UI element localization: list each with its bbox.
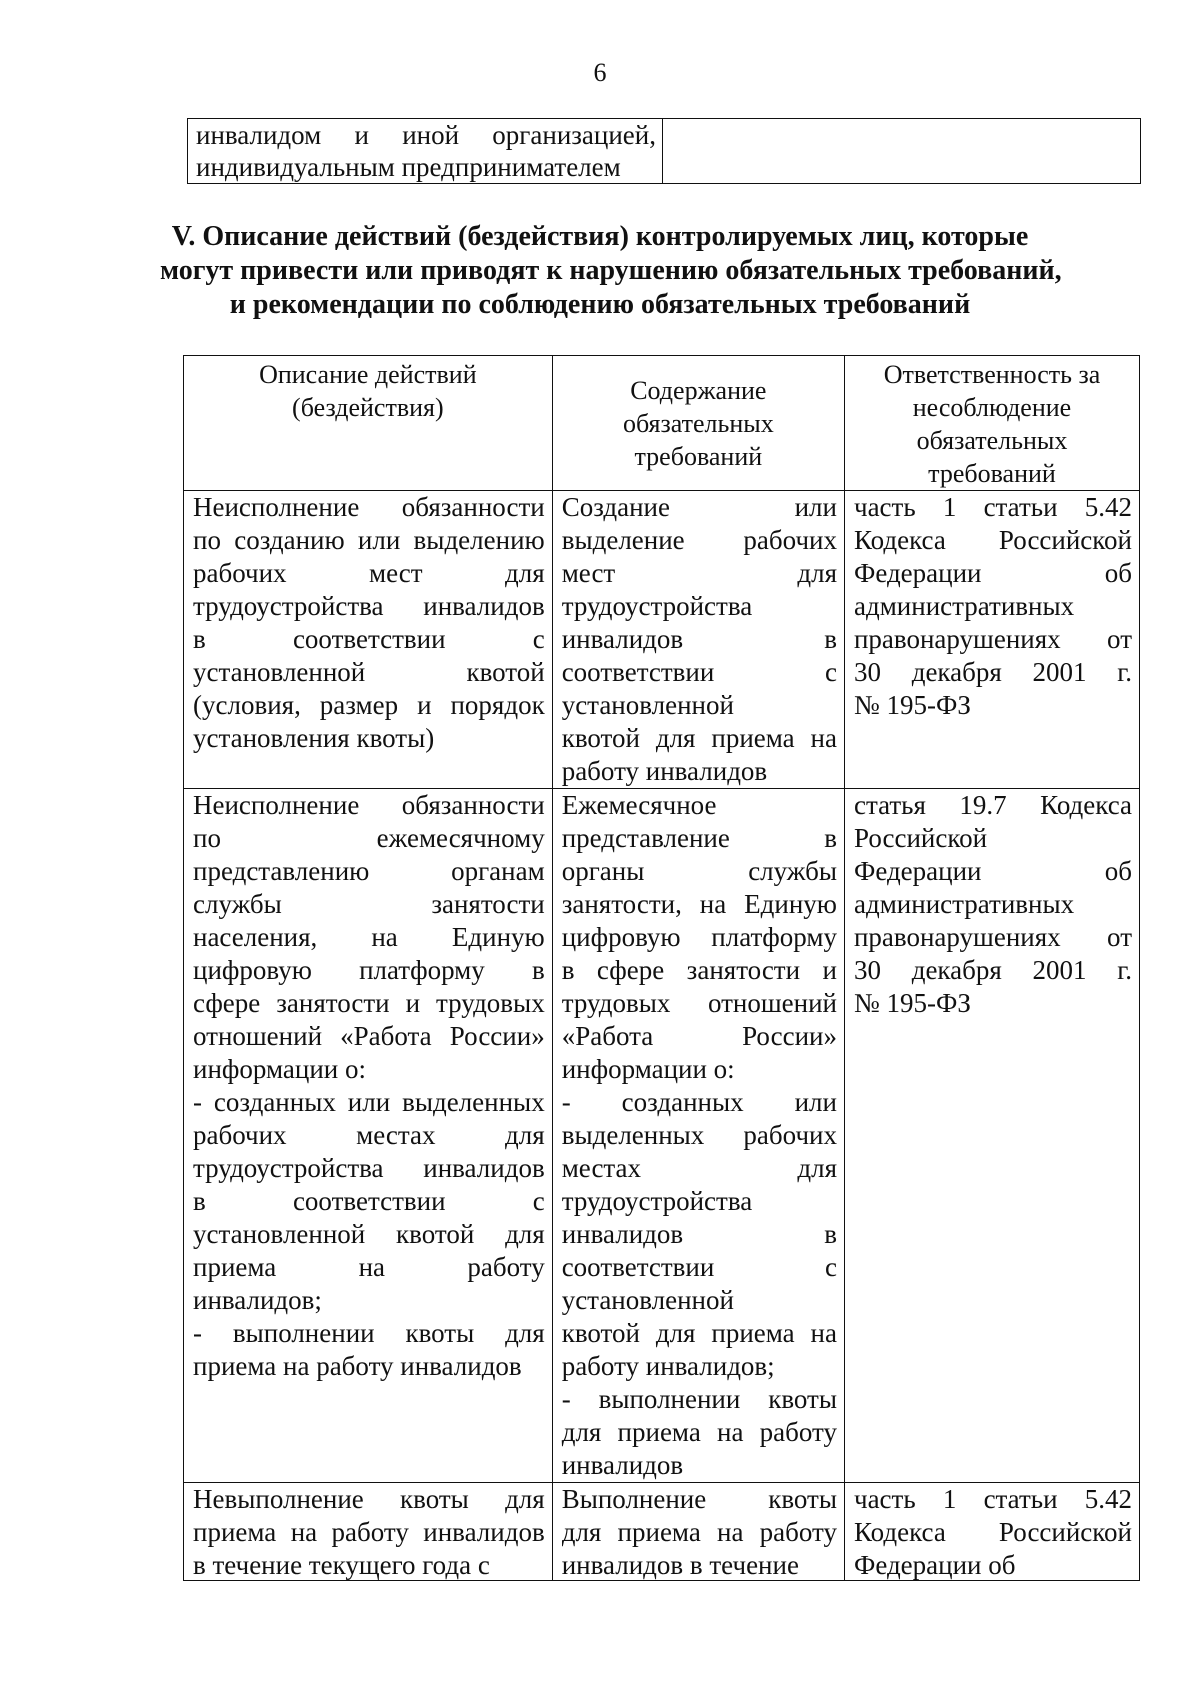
text-line: сфере занятости и трудовых <box>193 988 545 1018</box>
table-row <box>188 119 1141 184</box>
text-line: Выполнение квоты <box>561 1484 837 1514</box>
text-line: 30 декабря 2001 г. <box>853 955 1132 985</box>
text-line: Невыполнение квоты для <box>193 1484 545 1514</box>
continuation-cell-empty <box>663 119 1141 184</box>
row-description-cell <box>184 491 553 789</box>
text-line: органы службы <box>561 856 837 886</box>
table-header-row <box>184 356 1140 491</box>
text-line: Неисполнение обязанности <box>193 492 545 522</box>
text-line: инвалидов в течение <box>561 1550 799 1580</box>
header-line: (бездействия) <box>292 393 444 422</box>
text-line: в сфере занятости и <box>561 955 837 985</box>
header-line: требований <box>634 441 763 471</box>
row-description-cell <box>184 789 553 1483</box>
text-line: - выполнении квоты <box>561 1384 837 1414</box>
text-line: выделение рабочих <box>561 525 837 555</box>
text-line: трудоустройства <box>561 591 753 621</box>
text-line: (условия, размер и порядок <box>193 690 545 720</box>
text-line: цифровую платформу <box>561 922 837 952</box>
text-line: № 195-ФЗ <box>853 690 971 720</box>
text-line: трудоустройства инвалидов <box>193 1153 545 1183</box>
clipped-text <box>193 1483 545 1580</box>
text-line: рабочих мест для <box>193 558 545 588</box>
text-line: - выполнении квоты для <box>193 1318 545 1348</box>
page-number: 6 <box>593 58 607 87</box>
header-line: обязательных <box>622 408 774 438</box>
text-line: статья 19.7 Кодекса <box>853 790 1132 820</box>
row-requirement-cell <box>552 1483 844 1581</box>
text-line: представление в <box>561 823 837 853</box>
header-line: Ответственность за <box>883 360 1101 389</box>
continuation-cell-text <box>188 119 663 184</box>
row-requirement-cell <box>552 491 844 789</box>
text-line: административных <box>853 591 1075 621</box>
text-line: инвалидов; <box>193 1285 322 1315</box>
table-row <box>184 491 1140 789</box>
text-line: в течение текущего года с <box>193 1550 490 1580</box>
text-line: местах для <box>561 1153 837 1183</box>
text-line: Неисполнение обязанности <box>193 790 545 820</box>
text-line: работу инвалидов <box>561 756 768 786</box>
text-line: информации о: <box>193 1054 366 1084</box>
text-line: Кодекса Российской <box>853 525 1132 555</box>
text-line: установленной <box>561 690 734 720</box>
text-line: инвалидом и иной организацией, <box>196 120 656 150</box>
text-line: - созданных или <box>561 1087 837 1117</box>
text-line: в соответствии с <box>193 624 545 654</box>
text-line: Федерации об <box>853 1550 1016 1580</box>
text-line: административных <box>853 889 1075 919</box>
table-row <box>184 1483 1140 1581</box>
row-liability-cell <box>844 1483 1139 1581</box>
header-liability <box>844 356 1139 491</box>
text-line: трудовых отношений <box>561 988 837 1018</box>
text-line: инвалидов в <box>561 1219 837 1249</box>
text-line: инвалидов в <box>561 624 837 654</box>
header-line: обязательных <box>916 426 1068 455</box>
text-line: в соответствии с <box>193 1186 545 1216</box>
text-line: квотой для приема на <box>561 723 837 753</box>
header-line: Содержание <box>630 375 767 405</box>
table-row <box>184 789 1140 1483</box>
text-line: по ежемесячному <box>193 823 545 853</box>
header-actions-description <box>184 356 553 491</box>
text-line: установленной <box>561 1285 734 1315</box>
continuation-table <box>187 118 1141 184</box>
header-requirements-content <box>552 356 844 491</box>
row-liability-cell <box>844 789 1139 1483</box>
text-line: отношений «Работа России» <box>193 1021 545 1051</box>
text-line: выделенных рабочих <box>561 1120 837 1150</box>
text-line: квотой для приема на <box>561 1318 837 1348</box>
text-line: Ежемесячное <box>561 790 717 820</box>
text-line: приема на работу инвалидов <box>193 1517 545 1547</box>
text-line: цифровую платформу в <box>193 955 545 985</box>
row-description-cell <box>184 1483 553 1581</box>
section-title-line: и рекомендации по соблюдению обязательных требований <box>229 289 971 320</box>
text-line: представлению органам <box>193 856 545 886</box>
text-line: установленной квотой <box>193 657 545 687</box>
text-line: Кодекса Российской <box>853 1517 1132 1547</box>
header-line: требований <box>928 459 1056 488</box>
section-title <box>160 220 1062 322</box>
text-line: установления квоты) <box>193 723 435 753</box>
text-line: часть 1 статьи 5.42 <box>853 492 1132 522</box>
clipped-text <box>854 1483 1132 1580</box>
text-line: приема на работу <box>193 1252 545 1282</box>
text-line: индивидуальным предпринимателем <box>196 152 621 182</box>
text-line: 30 декабря 2001 г. <box>853 657 1132 687</box>
text-line: службы занятости <box>193 889 545 919</box>
text-line: занятости, на Единую <box>561 889 837 919</box>
text-line: Федерации об <box>853 558 1132 588</box>
requirements-table <box>183 355 1140 1581</box>
text-line: рабочих местах для <box>193 1120 545 1150</box>
text-line: для приема на работу <box>561 1517 837 1547</box>
text-line: соответствии с <box>561 1252 837 1282</box>
section-title-line: могут привести или приводят к нарушению обязательных требований, <box>160 255 1062 286</box>
text-line: информации о: <box>561 1054 735 1084</box>
text-line: часть 1 статьи 5.42 <box>853 1484 1132 1514</box>
section-title-line: V. Описание действий (бездействия) контролируемых лиц, которые <box>171 221 1029 252</box>
text-line: № 195-ФЗ <box>853 988 971 1018</box>
text-line: правонарушениях от <box>853 922 1132 952</box>
text-line: Федерации об <box>853 856 1132 886</box>
header-line: Описание действий <box>259 360 477 389</box>
text-line: инвалидов <box>561 1450 684 1480</box>
text-line: - созданных или выделенных <box>193 1087 545 1117</box>
text-line: установленной квотой для <box>193 1219 545 1249</box>
row-requirement-cell <box>552 789 844 1483</box>
text-line: приема на работу инвалидов <box>193 1351 522 1381</box>
clipped-text <box>562 1483 837 1580</box>
text-line: трудоустройства инвалидов <box>193 591 545 621</box>
text-line: населения, на Единую <box>193 922 545 952</box>
text-line: мест для <box>561 558 837 588</box>
text-line: соответствии с <box>561 657 837 687</box>
text-line: «Работа России» <box>561 1021 837 1051</box>
text-line: правонарушениях от <box>853 624 1132 654</box>
header-line: несоблюдение <box>912 393 1072 422</box>
text-line: для приема на работу <box>561 1417 837 1447</box>
text-line: Создание или <box>561 492 837 522</box>
row-liability-cell <box>844 491 1139 789</box>
text-line: трудоустройства <box>561 1186 753 1216</box>
text-line: работу инвалидов; <box>561 1351 775 1381</box>
text-line: по созданию или выделению <box>193 525 545 555</box>
text-line: Российской <box>853 823 988 853</box>
